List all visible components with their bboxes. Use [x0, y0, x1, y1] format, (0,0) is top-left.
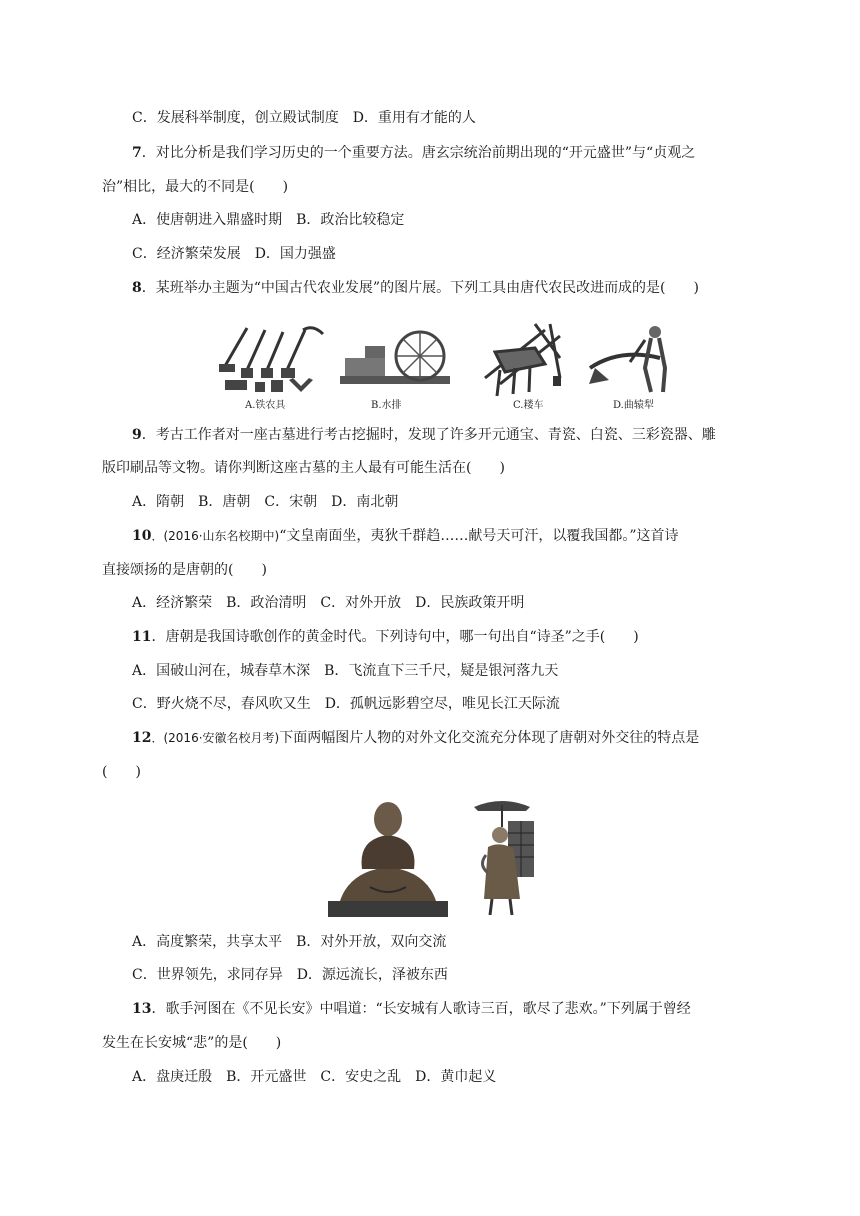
q8-tools-illustration	[215, 318, 675, 400]
q10-options: A．经济繁荣 B．政治清明 C．对外开放 D．民族政策开明	[132, 595, 525, 611]
q7-options-ab: A．使唐朝进入鼎盛时期 B．政治比较稳定	[132, 212, 405, 228]
q11-options-ab: A．国破山河在，城春草木深 B．飞流直下三千尺，疑是银河落九天	[132, 663, 559, 679]
q13-text: ．歌手河图在《不见长安》中唱道：“长安城有人歌诗三百，歌尽了悲欢。”下列属于曾经	[151, 1001, 691, 1017]
caption-iron-tools: A.铁农具	[245, 400, 286, 411]
q11-number: 11	[132, 629, 152, 645]
q6-option-cd: C．发展科举制度，创立殿试制度 D．重用有才能的人	[132, 110, 476, 126]
curved-plough-image	[589, 326, 665, 392]
q8-number: 8	[132, 280, 142, 296]
q9-options: A．隋朝 B．唐朝 C．宋朝 D．南北朝	[132, 494, 399, 510]
q12-text: 下面两幅图片人物的对外文化交流充分体现了唐朝对外交往的特点是	[279, 730, 700, 746]
q13-stem	[132, 999, 691, 1019]
seated-monk-statue-image	[328, 802, 448, 917]
q7-stem	[132, 143, 695, 163]
seed-drill-image	[485, 324, 560, 396]
q9-stem	[132, 425, 716, 445]
q12-figures-illustration	[326, 797, 550, 919]
q10-stem-cont: 直接颂扬的是唐朝的( )	[102, 562, 267, 578]
q12-figures	[326, 797, 550, 919]
caption-seed-drill: C.耧车	[513, 400, 544, 411]
q11-text: ．唐朝是我国诗歌创作的黄金时代。下列诗句中，哪一句出自“诗圣”之手( )	[151, 629, 639, 645]
q12-source: ．(2016·安徽名校月考)	[151, 731, 280, 745]
travelling-monk-image	[474, 801, 534, 915]
q7-text: ．对比分析是我们学习历史的一个重要方法。唐玄宗统治前期出现的“开元盛世”与“贞观之	[141, 145, 696, 161]
q12-stem-cont: ( )	[102, 764, 141, 780]
q7-stem-cont: 治”相比，最大的不同是( )	[102, 179, 289, 195]
q10-source: ．(2016·山东名校期中)	[151, 529, 280, 543]
q7-number: 7	[132, 145, 142, 161]
q13-options: A．盘庚迁殷 B．开元盛世 C．安史之乱 D．黄巾起义	[132, 1069, 497, 1085]
q8-tools-figure	[215, 318, 675, 414]
water-bellows-image	[340, 332, 450, 384]
q11-stem	[132, 627, 639, 647]
q13-number: 13	[132, 1001, 152, 1017]
q8-text: ．某班举办主题为“中国古代农业发展”的图片展。下列工具由唐代农民改进而成的是( )	[141, 280, 699, 296]
q10-number: 10	[132, 528, 152, 544]
q10-stem	[132, 526, 679, 546]
iron-tools-image	[225, 328, 323, 370]
q12-number: 12	[132, 730, 152, 746]
caption-water-bellows: B.水排	[371, 400, 402, 411]
q12-options-ab: A．高度繁荣，共享太平 B．对外开放，双向交流	[132, 934, 447, 950]
q9-number: 9	[132, 427, 142, 443]
q9-text: ．考古工作者对一座古墓进行考古挖掘时，发现了许多开元通宝、青瓷、白瓷、三彩瓷器、雕	[141, 427, 716, 443]
q7-options-cd: C．经济繁荣发展 D．国力强盛	[132, 246, 336, 262]
q9-stem-cont: 版印刷品等文物。请你判断这座古墓的主人最有可能生活在( )	[102, 460, 505, 476]
q12-stem	[132, 728, 699, 748]
q11-options-cd: C．野火烧不尽，春风吹又生 D．孤帆远影碧空尽，唯见长江天际流	[132, 696, 560, 712]
caption-curved-plough: D.曲辕犁	[613, 400, 654, 411]
q13-stem-cont: 发生在长安城“悲”的是( )	[102, 1035, 282, 1051]
q12-options-cd: C．世界领先，求同存异 D．源远流长，泽被东西	[132, 967, 448, 983]
q10-text: “文皇南面坐，夷狄千群趋……献号天可汗，以覆我国都。”这首诗	[279, 528, 679, 544]
q8-stem	[132, 278, 699, 298]
